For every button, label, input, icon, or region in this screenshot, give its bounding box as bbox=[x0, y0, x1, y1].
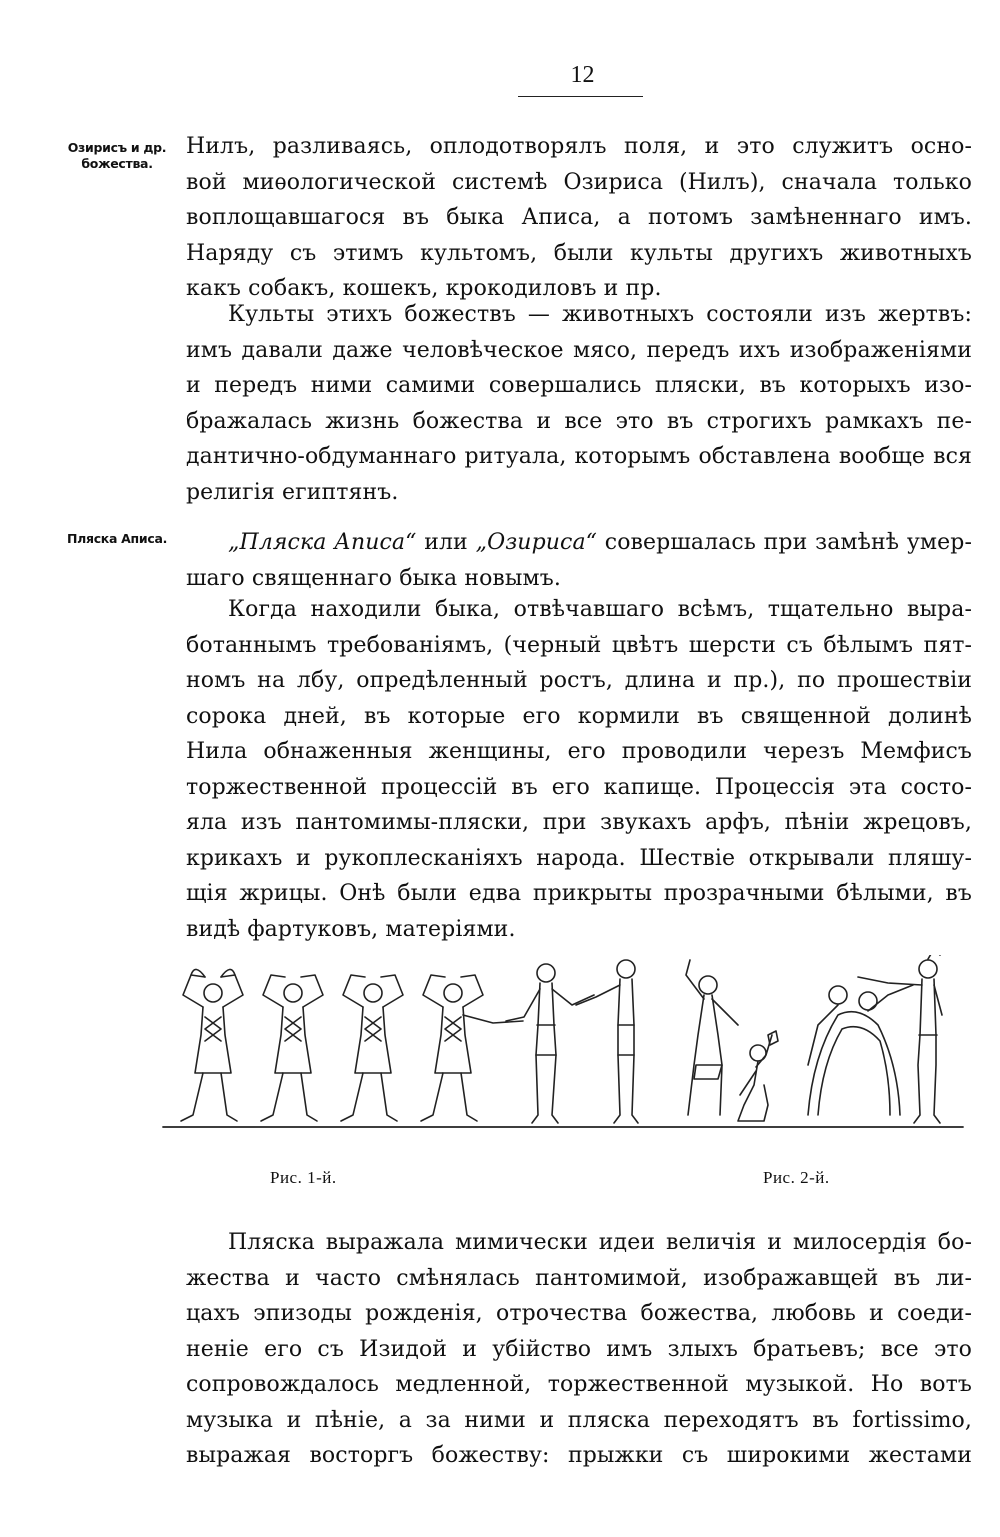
text-line: воплощавшагося въ быка Аписа, а потомъ замѣненнаго имъ. bbox=[186, 205, 972, 230]
dancer-figure-4 bbox=[421, 975, 523, 1121]
text-line bbox=[186, 525, 972, 561]
text-line: и передъ ними самими совершались пляски, въ которыхъ изо- bbox=[186, 373, 972, 398]
text-line: яла изъ пантомимы-пляски, при звукахъ арфъ, пѣніи жрецовъ, bbox=[186, 810, 972, 835]
text-line: цахъ эпизоды рожденія, отрочества божества, любовь и соеди- bbox=[186, 1301, 972, 1326]
paragraph-4 bbox=[186, 592, 972, 947]
text-line: неніе его съ Изидой и убійство имъ злыхъ братьевъ; все это bbox=[186, 1336, 972, 1362]
text-line: вой миѳологической системѣ Озириса (Нилъ), сначала только bbox=[186, 169, 972, 195]
dancer-figure-1 bbox=[181, 969, 243, 1121]
text-fragment: или bbox=[416, 530, 476, 555]
italic-title-osiris: „Озириса“ bbox=[475, 530, 598, 555]
text-line: сорока дней, въ которые его кормили въ священной долинѣ bbox=[186, 703, 972, 729]
page-number: 12 bbox=[570, 62, 595, 88]
text-line: бражалась жизнь божества и все это въ строгихъ рамкахъ пе- bbox=[186, 408, 972, 434]
text-line: крикахъ и рукоплесканіяхъ народа. Шествіе открывали пляшу- bbox=[186, 845, 972, 871]
standing-figure-1 bbox=[506, 964, 594, 1123]
standing-figure-2 bbox=[576, 960, 638, 1123]
standing-figure-3 bbox=[858, 955, 942, 1123]
italic-title-apis: „Пляска Аписа“ bbox=[228, 530, 417, 555]
acrobat-group bbox=[808, 985, 913, 1115]
margin-note-osiris: Озирисъ и др. божества. bbox=[67, 140, 167, 171]
text-line: имъ давали даже человѣческое мясо, передъ ихъ изображеніями bbox=[186, 337, 972, 363]
egyptian-dance-illustration bbox=[158, 955, 968, 1135]
page-number-rule bbox=[518, 96, 643, 97]
text-line: Наряду съ этимъ культомъ, были культы другихъ животныхъ bbox=[186, 240, 972, 266]
harpist-figure bbox=[686, 960, 738, 1115]
text-line: выражая восторгъ божеству: прыжки съ широкими жестами bbox=[186, 1443, 972, 1468]
text-line: Нила обнаженныя женщины, его проводили черезъ Мемфисъ bbox=[186, 739, 972, 764]
text-line: дантично-обдуманнаго ритуала, которымъ обставлена вообще вся bbox=[186, 444, 972, 469]
dancer-figure-3 bbox=[341, 975, 403, 1121]
text-line: жества и часто смѣнялась пантомимой, изображавщей въ ли- bbox=[186, 1265, 972, 1291]
text-line: какъ собакъ, кошекъ, крокодиловъ и пр. bbox=[186, 276, 662, 301]
kneeling-figure bbox=[738, 1031, 778, 1121]
paragraph-5 bbox=[186, 1225, 972, 1474]
dancer-figure-2 bbox=[261, 975, 323, 1121]
paragraph-2 bbox=[186, 297, 972, 510]
text-fragment: совершалась при замѣнѣ умер- bbox=[597, 530, 972, 555]
text-line: шаго священнаго быка новымъ. bbox=[186, 565, 561, 591]
text-line: религія египтянъ. bbox=[186, 479, 399, 505]
text-line: торжественной процессій въ его капище. Процессія эта состо- bbox=[186, 774, 972, 800]
text-line: щія жрицы. Онѣ были едва прикрыты прозрачными бѣлыми, въ bbox=[186, 881, 972, 906]
text-line: Когда находили быка, отвѣчавшаго всѣмъ, тщательно выра- bbox=[228, 597, 972, 622]
figure-caption-1: Рис. 1-й. bbox=[270, 1168, 337, 1187]
text-line: музыка и пѣніе, а за ними и пляска переходятъ въ fortissimo, bbox=[186, 1407, 972, 1433]
text-line: сопровождалось медленной, торжественной музыкой. Но вотъ bbox=[186, 1372, 972, 1397]
text-line: номъ на лбу, опредѣленный ростъ, длина и пр.), по прошествіи bbox=[186, 668, 972, 693]
paragraph-1 bbox=[186, 129, 972, 307]
text-line: Нилъ, разливаясь, оплодотворялъ поля, и это служитъ осно- bbox=[186, 134, 972, 159]
paragraph-3 bbox=[186, 525, 972, 596]
margin-note-apis-dance: Пляска Аписа. bbox=[66, 531, 168, 546]
text-line: Пляска выражала мимически идеи величія и милосердія бо- bbox=[228, 1230, 972, 1255]
text-line: Культы этихъ божествъ — животныхъ состояли изъ жертвъ: bbox=[228, 302, 972, 327]
text-line: видѣ фартуковъ, матеріями. bbox=[186, 916, 516, 942]
text-line: ботаннымъ требованіямъ, (черный цвѣтъ шерсти съ бѣлымъ пят- bbox=[186, 632, 972, 658]
figure-caption-2: Рис. 2-й. bbox=[763, 1168, 830, 1187]
